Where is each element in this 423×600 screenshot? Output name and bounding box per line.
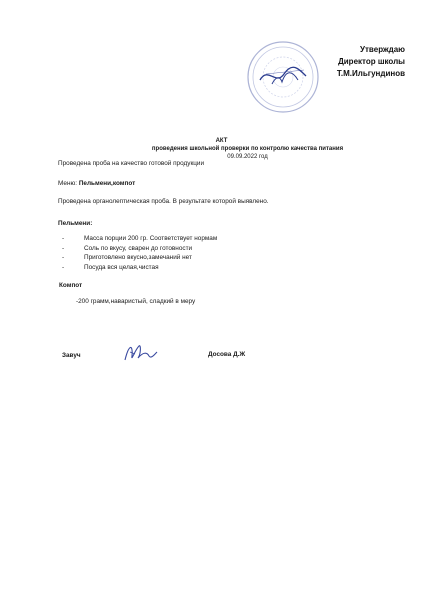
school-seal-stamp [246, 40, 320, 114]
list-item: - Масса порции 200 гр. Соответствует нормам [62, 234, 217, 244]
act-heading: АКТ [215, 138, 228, 144]
act-subject: проведения школьной проверки по контролю качества питания [151, 146, 344, 152]
director-title: Директор школы [338, 57, 405, 66]
director-name: Т.М.Ильгундинов [336, 69, 405, 78]
dumplings-list [62, 234, 217, 272]
dumplings-heading: Пельмени: [58, 220, 93, 227]
menu-label: Меню: [58, 180, 78, 187]
menu-value: Пельмени,компот [78, 180, 136, 187]
menu-line [58, 180, 135, 188]
signature-name: Досова Д.Ж [208, 351, 246, 358]
list-item: - Соль по вкусу, сварен до готовности [62, 244, 217, 254]
act-date: 09.09.2022 год [227, 154, 268, 160]
approval-block [337, 44, 405, 80]
signature-role: Завуч [62, 352, 81, 359]
compote-heading: Компот [59, 282, 83, 289]
list-item: - Приготовлено вкусно,замечаний нет [62, 253, 217, 263]
handwritten-signature [121, 340, 159, 366]
intro-text: Проведена проба на качество готовой продукции [58, 160, 205, 167]
method-text: Проведена органолептическая проба. В результате которой выявлено. [58, 198, 269, 205]
approval-heading: Утверждаю [360, 45, 405, 54]
act-title [0, 137, 423, 161]
compote-text: -200 грамм,наваристый, сладкий в меру [76, 298, 196, 305]
list-item: - Посуда вся целая,чистая [62, 263, 217, 273]
